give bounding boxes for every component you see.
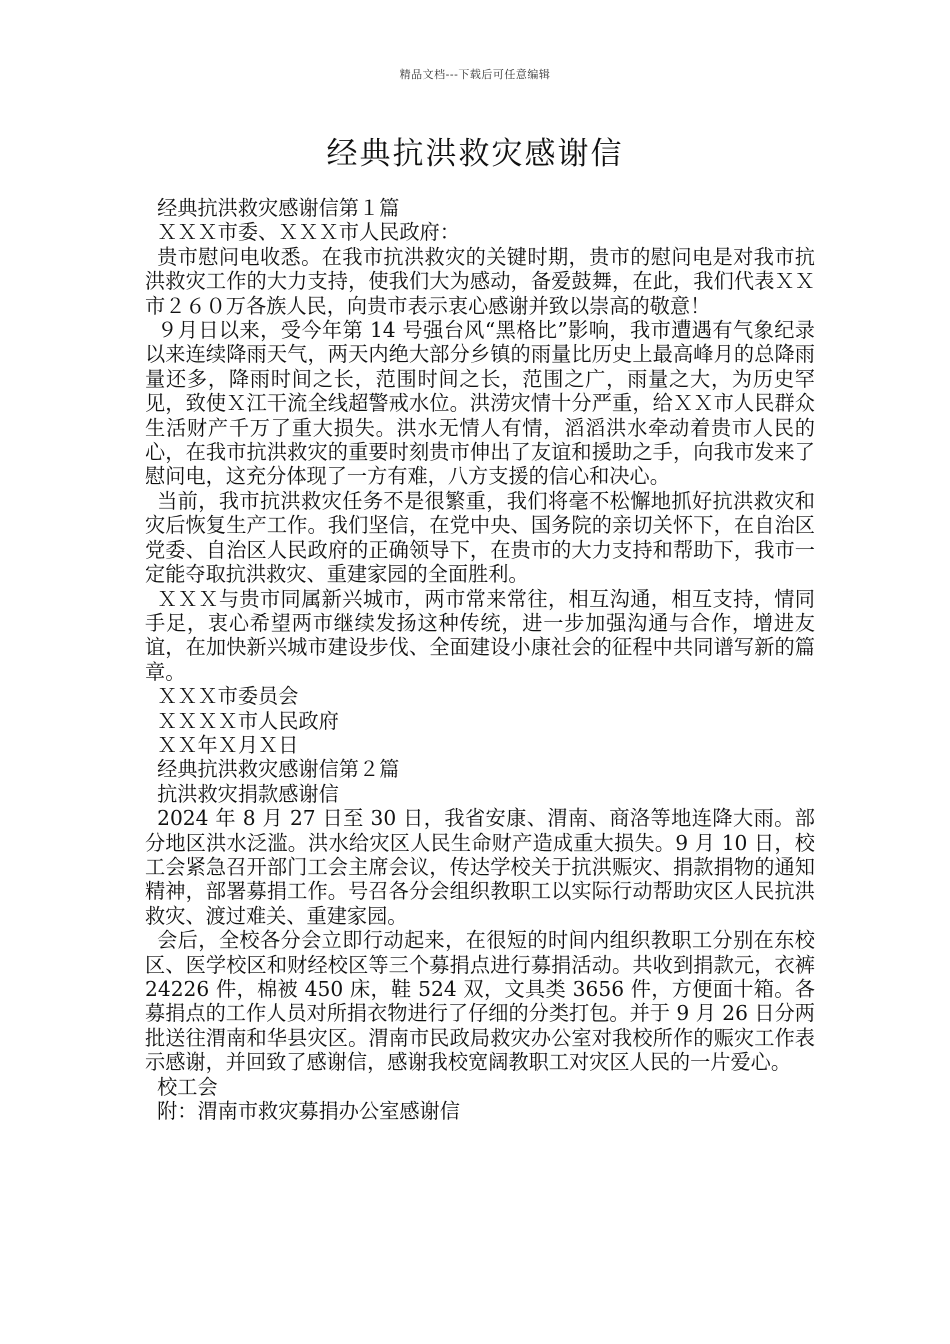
paragraph: 当前，我市抗洪救灾任务不是很繁重，我们将毫不松懈地抓好抗洪救灾和灾后恢复生产工作。我们坚信，在党中央、国务院的亲切关怀下，在自治区党委、自治区人民政府的正确领导下，在贵市的大力支持和帮助下，我市一定能夺取抗洪救灾、重建家园的全面胜利。	[145, 488, 815, 587]
signature-line: ＸＸＸＸ市人民政府	[157, 708, 339, 733]
signature-line: 校工会	[157, 1074, 218, 1099]
salutation: ＸＸＸ市委、ＸＸＸ市人民政府：	[157, 220, 460, 245]
signature-line: ＸＸＸ市委员会	[157, 684, 299, 709]
subheading: 抗洪救灾捐款感谢信	[157, 781, 339, 806]
attachment-note: 附：渭南市救灾募捐办公室感谢信	[157, 1099, 460, 1124]
section-heading: 经典抗洪救灾感谢信第２篇	[157, 757, 400, 782]
paragraph: ９月日以来，受今年第 14 号强台风“黑格比”影响，我市遭遇有气象纪录以来连续降雨天气，两天内绝大部分乡镇的雨量比历史上最高峰月的总降雨量还多，降雨时间之长，范围时间之长，范围之广，雨量之大，为历史罕见，致使Ｘ江干流全线超警戒水位。洪涝灾情十分严重，给ＸＸ市人民群众生活财产千万了重大损失。洪水无情人有情，滔滔洪水牵动着贵市人民的心，在我市抗洪救灾的重要时刻贵市伸出了友谊和援助之手，向我市发来了慰问电，这充分体现了一方有难，八方支援的信心和决心。	[145, 318, 815, 489]
signature-date: ＸＸ年Ｘ月Ｘ日	[157, 732, 299, 757]
paragraph: 会后，全校各分会立即行动起来，在很短的时间内组织教职工分别在东校区、医学校区和财经校区等三个募捐点进行募捐活动。共收到捐款元，衣裤 24226 件，棉被 450 床，鞋 524 双，文具类 3656 件，方便面十箱。各募捐点的工作人员对所捐衣物进行了仔细的分类打包。并于 9 月 26 日分两批送往渭南和华县灾区。渭南市民政局救灾办公室对我校所作的赈灾工作表示感谢，并回致了感谢信，感谢我校宽阔教职工对灾区人民的一片爱心。	[145, 928, 815, 1075]
section-heading: 经典抗洪救灾感谢信第１篇	[157, 196, 400, 220]
paragraph: ＸＸＸ与贵市同属新兴城市，两市常来常往，相互沟通，相互支持，情同手足，衷心希望两市继续发扬这种传统，进一步加强沟通与合作，增进友谊，在加快新兴城市建设步伐、全面建设小康社会的征程中共同谱写新的篇章。	[145, 586, 815, 684]
header-note: 精品文档---下载后可任意编辑	[399, 68, 551, 81]
document-title: 经典抗洪救灾感谢信	[326, 136, 624, 172]
paragraph: 贵市慰问电收悉。在我市抗洪救灾的关键时期，贵市的慰问电是对我市抗洪救灾工作的大力支持，使我们大为感动，备爱鼓舞，在此，我们代表ＸＸ市２６０万各族人民，向贵市表示衷心感谢并致以崇高的敬意！	[145, 244, 815, 318]
paragraph: 2024 年 8 月 27 日至 30 日，我省安康、渭南、商洛等地连降大雨。部分地区洪水泛滥。洪水给灾区人民生命财产造成重大损失。9 月 10 日，校工会紧急召开部门工会主席会议，传达学校关于抗洪赈灾、捐款捐物的通知精神，部署募捐工作。号召各分会组织教职工以实际行动帮助灾区人民抗洪救灾、渡过难关、重建家园。	[145, 806, 815, 928]
document-body	[145, 196, 815, 1123]
